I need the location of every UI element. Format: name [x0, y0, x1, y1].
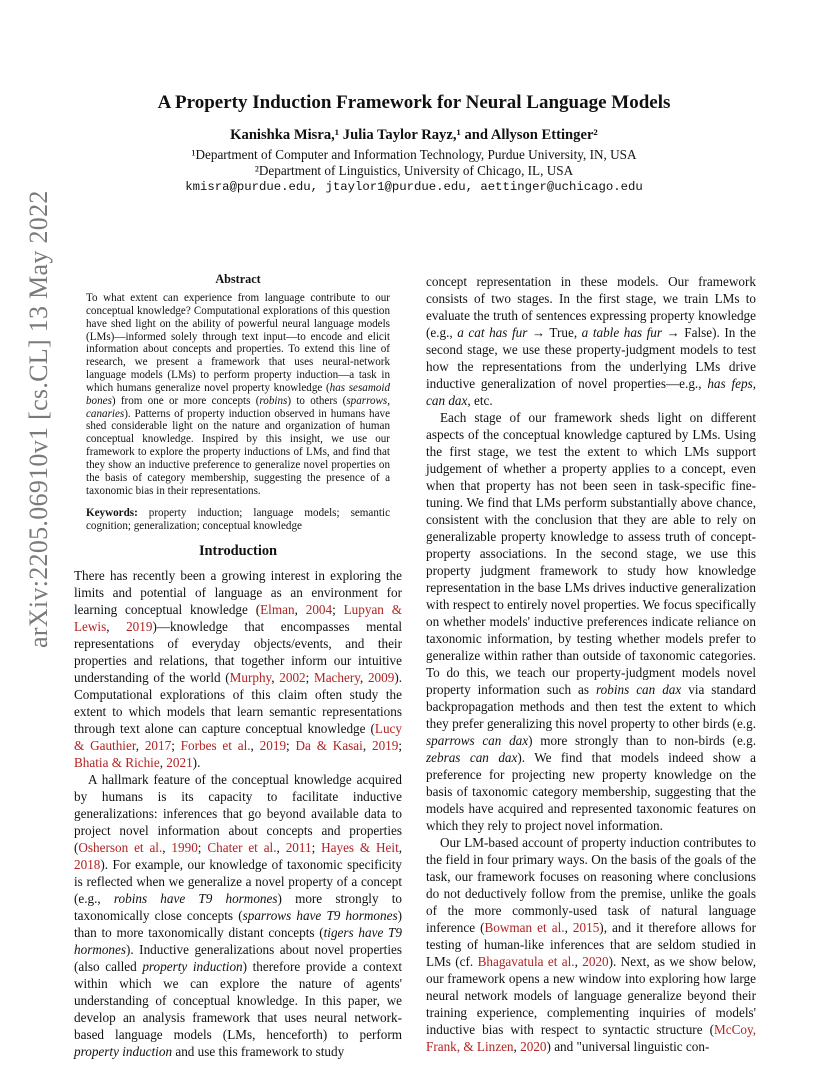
paragraph: concept representation in these models. Our framework consists of two stages. In the first stage, we train LMs to evaluate the truth of sentences expressing property knowledge (e.g., a cat has fur → True, a table has fur → False). In the second stage, we use these property-judgment models to test how the representations from the underlying LMs drive inductive generalization of novel properties—e.g., has feps, can dax, etc. — [426, 274, 757, 408]
affiliation-1: ¹Department of Computer and Information Technology, Purdue University, IN, USA — [191, 147, 637, 162]
author-list: Kanishka Misra,¹ Julia Taylor Rayz,¹ and Allyson Ettinger² — [230, 127, 598, 143]
paragraph: Each stage of our framework sheds light on different aspects of the conceptual knowledge captured by LMs. Using the first stage, we test the extent to which LMs support judgement of whether a property applies to a concept, even when that property has not been seen in task-specific fine-tuning. We find that LMs perform substantially above chance, consistent with the conclusion that they are able to rely on generalizable property knowledge to assess truth of concept-property associations. In the second stage, we use this property judgment framework to study how knowledge representation in the base LMs drives inductive generalization with respect to entirely novel properties. We focus specifically on whether models' inductive preferences indicate reliance on taxonomic information, by testing whether models prefer to generalize within rather than outside of taxonomic categories. To do this, we teach our property-judgment models novel property information such as robins can dax via standard backpropagation methods and then test the extent to which they prefer generalizing this novel property to other birds (e.g. sparrows can dax) more strongly than to non-birds (e.g. zebras can dax). We find that models indeed show a preference for projecting new property knowledge on the basis of taxonomic category membership, suggesting that the models have acquired and represented taxonomic features on which they rely to project novel information. — [426, 410, 756, 833]
abstract-heading: Abstract — [215, 272, 261, 286]
author-emails: kmisra@purdue.edu, jtaylor1@purdue.edu, aettinger@uchicago.edu — [185, 180, 643, 194]
paper-title: A Property Induction Framework for Neural Language Models — [157, 92, 671, 113]
keywords — [86, 507, 390, 533]
abstract-body — [86, 292, 390, 498]
intro-left-column — [74, 567, 402, 1060]
paragraph: There has recently been a growing interest in exploring the limits and potential of language as an environment for learning conceptual knowledge (Elman, 2004; Lupyan & Lewis, 2019)—knowledge that encompasses mental representations of everyday objects/events, and their properties and relations, that together inform our intuitive understanding of the world (Murphy, 2002; Machery, 2009). Computational explorations of this claim often study the extent to which models that learn semantic representations through text alone can capture conceptual knowledge (Lucy & Gauthier, 2017; Forbes et al., 2019; Da & Kasai, 2019; Bhatia & Richie, 2021). — [74, 568, 403, 770]
abstract-text: To what extent can experience from language contribute to our conceptual knowledge? Computational explorations of this question have shed light on the ability of powerful neural language models (LMs)—informed solely through text input—to encode and elicit information about concepts and properties. To extend this line of research, we present a framework that uses neural-network language models (LMs) to perform property induction—a task in which humans generalize novel property knowledge (has sesamoid bones) from one or more concepts (robins) to others (sparrows, canaries). Patterns of property induction observed in humans have shed considerable light on the nature and organization of human conceptual knowledge. Inspired by this insight, we use our framework to explore the property inductions of LMs, and find that they show an inductive preference to generalize novel properties on the basis of category membership, suggesting the presence of a taxonomic bias in their representations. — [86, 292, 391, 497]
intro-right-column — [426, 273, 756, 1055]
paragraph: Our LM-based account of property induction contributes to the field in four primary ways. On the basis of the goals of the task, our framework focuses on reasoning where conclusions do not deductively follow from the premise, unlike the goals of the more commonly-used task of natural language inference (Bowman et al., 2015), and it therefore allows for testing of human-like inferences that are seldom studied in LMs (cf. Bhagavatula et al., 2020). Next, as we show below, our framework opens a new window into exploring how large neural network models of language generalize beyond their training experience, complementing inquiries of models' inductive bias with respect to syntactic structure (McCoy, Frank, & Linzen, 2020) and "universal linguistic con- — [426, 835, 757, 1054]
keywords-label: Keywords: — [86, 507, 138, 519]
arxiv-stamp: arXiv:2205.06910v1 [cs.CL] 13 May 2022 — [24, 190, 53, 648]
affiliation-2: ²Department of Linguistics, University of Chicago, IL, USA — [254, 163, 574, 178]
section-heading-introduction: Introduction — [198, 543, 278, 559]
paragraph: A hallmark feature of the conceptual knowledge acquired by humans is its capacity to facilitate inductive generalizations: inferences that go beyond available data to project novel information about concepts and properties (Osherson et al., 1990; Chater et al., 2011; Hayes & Heit, 2018). For example, our knowledge of taxonomic specificity is reflected when we generalize a novel property of a concept (e.g., robins have T9 hormones) more strongly to taxonomically close concepts (sparrows have T9 hormones) than to more taxonomically distant concepts (tigers have T9 hormones). Inductive generalizations about novel properties (also called property induction) therefore provide a context within which we can explore the nature of agents' understanding of conceptual knowledge. In this paper, we develop an analysis framework that uses neural network-based language models (LMs, henceforth) to perform property induction and use this framework to study — [74, 772, 403, 1059]
keywords-text: property induction; language models; semantic cognition; generalization; conceptual knowledge — [86, 507, 390, 532]
